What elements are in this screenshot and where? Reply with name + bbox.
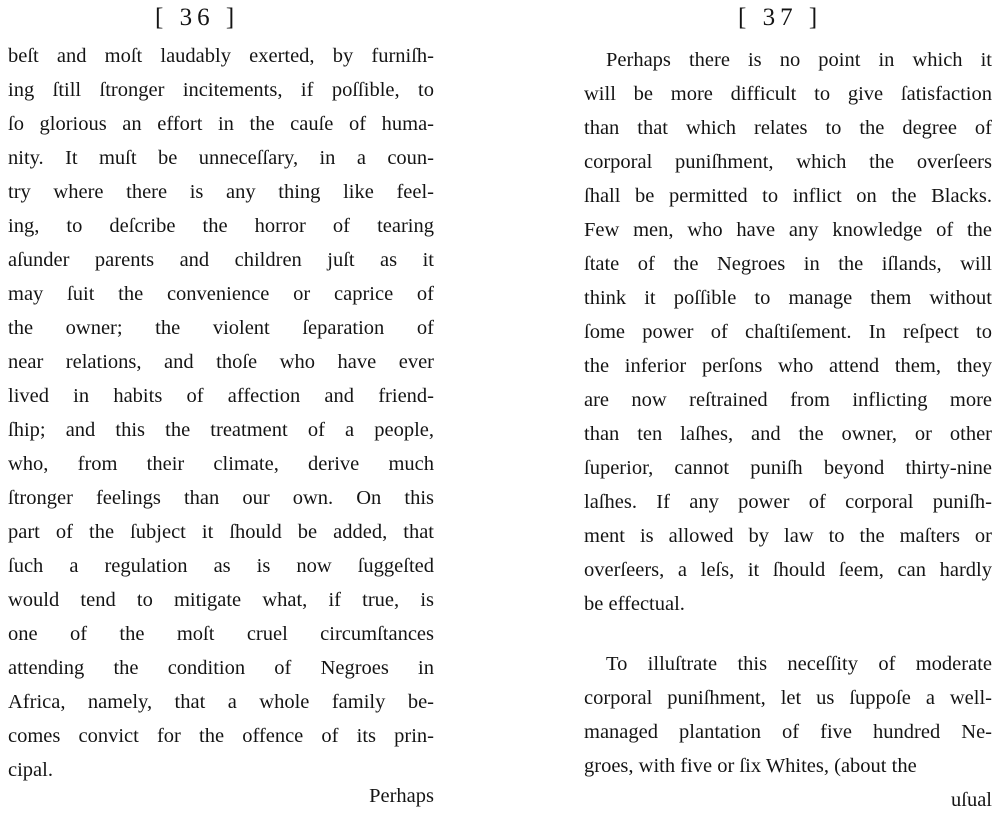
text-line: comes convict for the offence of its prin- [8, 725, 434, 747]
text-line: ment is allowed by law to the maſters or [584, 525, 992, 547]
text-line: may ſuit the convenience or caprice of [8, 283, 434, 305]
text-line: corporal puniſhment, let us ſuppoſe a well- [584, 687, 992, 709]
text-line: groes, with five or ſix Whites, (about the [584, 755, 917, 777]
text-line: will be more difficult to give ſatisfaction [584, 83, 992, 105]
right-page [500, 0, 1000, 818]
text-line: would tend to mitigate what, if true, is [8, 589, 434, 611]
text-line: than ten laſhes, and the owner, or other [584, 423, 992, 445]
text-line: who, from their climate, derive much [8, 453, 434, 475]
text-line: Few men, who have any knowledge of the [584, 219, 992, 241]
text-line: beſt and moſt laudably exerted, by furniſh- [8, 45, 434, 67]
text-line: ſhip; and this the treatment of a people, [8, 419, 434, 441]
text-line: one of the moſt cruel circumſtances [8, 623, 434, 645]
text-line: ſtronger feelings than our own. On this [8, 487, 434, 509]
text-line: part of the ſubject it ſhould be added, that [8, 521, 434, 543]
text-line: ſuch a regulation as is now ſuggeſted [8, 555, 434, 577]
text-line: cipal. [8, 759, 53, 781]
text-line: To illuſtrate this neceſſity of moderate [606, 653, 992, 675]
left-catchword: Perhaps [369, 785, 434, 807]
text-line: ing, to deſcribe the horror of tearing [8, 215, 434, 237]
text-line: near relations, and thoſe who have ever [8, 351, 434, 373]
text-line: think it poſſible to manage them without [584, 287, 992, 309]
text-line: lived in habits of affection and friend- [8, 385, 434, 407]
text-line: than that which relates to the degree of [584, 117, 992, 139]
text-line: ſtate of the Negroes in the iſlands, will [584, 253, 992, 275]
left-page [0, 0, 470, 818]
text-line: aſunder parents and children juſt as it [8, 249, 434, 271]
text-line: Africa, namely, that a whole family be- [8, 691, 434, 713]
left-page-number: [ 36 ] [155, 4, 240, 31]
right-catchword: uſual [951, 789, 992, 811]
text-line: attending the condition of Negroes in [8, 657, 434, 679]
text-line: ſhall be permitted to inflict on the Blacks. [584, 185, 992, 207]
text-line: overſeers, a leſs, it ſhould ſeem, can hardly [584, 559, 992, 581]
text-line: be effectual. [584, 593, 685, 615]
text-line: laſhes. If any power of corporal puniſh- [584, 491, 992, 513]
text-line: are now reſtrained from inflicting more [584, 389, 992, 411]
text-line: managed plantation of five hundred Ne- [584, 721, 992, 743]
text-line: ſo glorious an effort in the cauſe of huma- [8, 113, 434, 135]
text-line: ſuperior, cannot puniſh beyond thirty-nine [584, 457, 992, 479]
text-line: the inferior perſons who attend them, they [584, 355, 992, 377]
right-page-number: [ 37 ] [738, 4, 823, 31]
text-line: corporal puniſhment, which the overſeers [584, 151, 992, 173]
text-line: the owner; the violent ſeparation of [8, 317, 434, 339]
text-line: ing ſtill ſtronger incitements, if poſſible, to [8, 79, 434, 101]
text-line: nity. It muſt be unneceſſary, in a coun- [8, 147, 434, 169]
text-line: Perhaps there is no point in which it [606, 49, 992, 71]
text-line: try where there is any thing like feel- [8, 181, 434, 203]
text-line: ſome power of chaſtiſement. In reſpect to [584, 321, 992, 343]
